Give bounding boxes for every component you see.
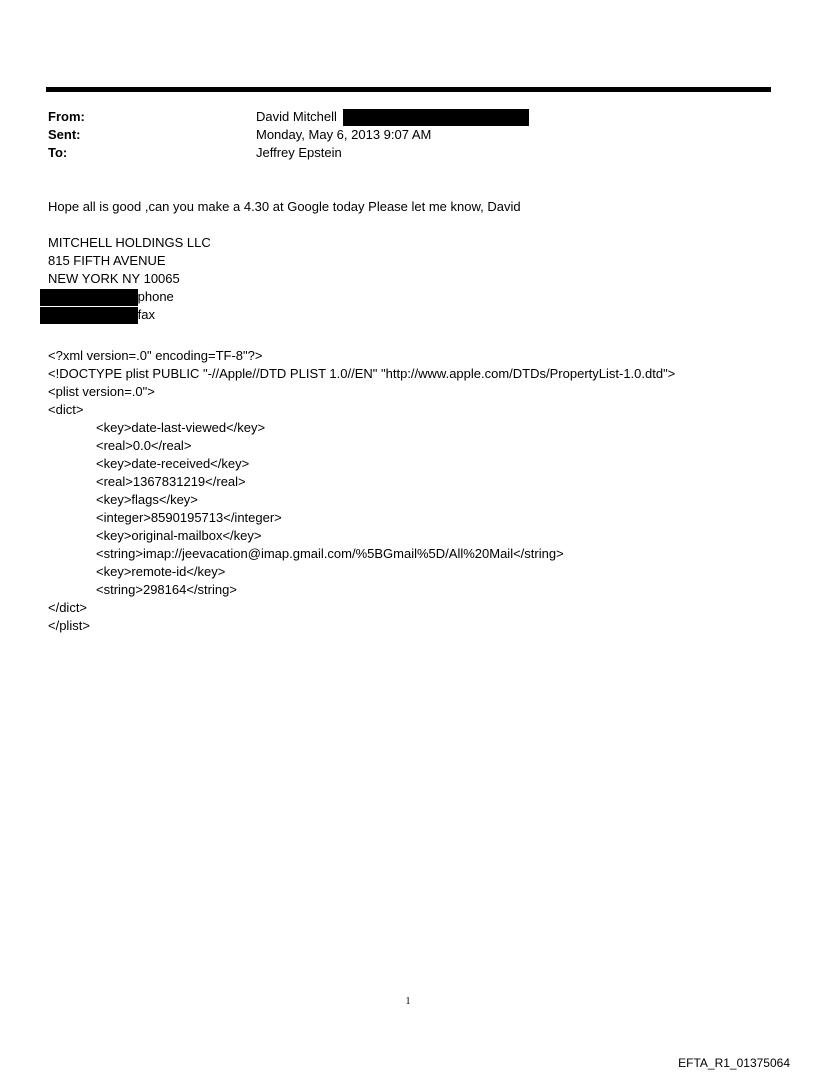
signature-company: MITCHELL HOLDINGS LLC (48, 235, 211, 250)
xml-line: <key>date-last-viewed</key> (96, 420, 266, 435)
redaction-box (343, 109, 529, 126)
xml-line: </plist> (48, 618, 90, 633)
xml-line: </dict> (48, 600, 88, 615)
signature-address1: 815 FIFTH AVENUE (48, 253, 166, 268)
to-value: Jeffrey Epstein (256, 145, 342, 160)
redaction-box (40, 307, 138, 324)
xml-line: <key>date-received</key> (96, 456, 250, 471)
xml-plist-block (48, 347, 675, 635)
xml-line: <plist version=.0"> (48, 384, 155, 399)
page-number: 1 (405, 996, 411, 1007)
from-label: From: (48, 109, 85, 124)
xml-line: <integer>8590195713</integer> (96, 510, 282, 525)
xml-line: <dict> (48, 402, 84, 417)
from-name: David Mitchell (256, 109, 337, 124)
redaction-box (40, 289, 138, 306)
sent-label: Sent: (48, 127, 81, 142)
xml-line: <real>1367831219</real> (96, 474, 246, 489)
xml-line: <real>0.0</real> (96, 438, 192, 453)
xml-line: <string>imap://jeevacation@imap.gmail.com/%5BGmail%5D/All%20Mail</string> (96, 546, 564, 561)
bates-number: EFTA_R1_01375064 (678, 1056, 790, 1070)
signature-fax-label: fax (137, 307, 155, 322)
sent-value: Monday, May 6, 2013 9:07 AM (256, 127, 432, 142)
signature-block (48, 234, 211, 324)
signature-address2: NEW YORK NY 10065 (48, 271, 180, 286)
xml-line: <?xml version=.0" encoding=TF-8"?> (48, 348, 263, 363)
xml-line: <string>298164</string> (96, 582, 237, 597)
message-body: Hope all is good ,can you make a 4.30 at Google today Please let me know, David (48, 199, 521, 214)
header-rule (46, 87, 771, 92)
signature-phone-label: phone (137, 289, 174, 304)
xml-line: <key>remote-id</key> (96, 564, 226, 579)
signature-phone-line (48, 288, 211, 306)
signature-fax-line (48, 306, 211, 324)
from-value (256, 108, 529, 126)
xml-line: <!DOCTYPE plist PUBLIC "-//Apple//DTD PLIST 1.0//EN" "http://www.apple.com/DTDs/PropertyList-1.0.dtd"> (48, 366, 676, 381)
xml-line: <key>original-mailbox</key> (96, 528, 262, 543)
to-label: To: (48, 145, 68, 160)
xml-line: <key>flags</key> (96, 492, 198, 507)
